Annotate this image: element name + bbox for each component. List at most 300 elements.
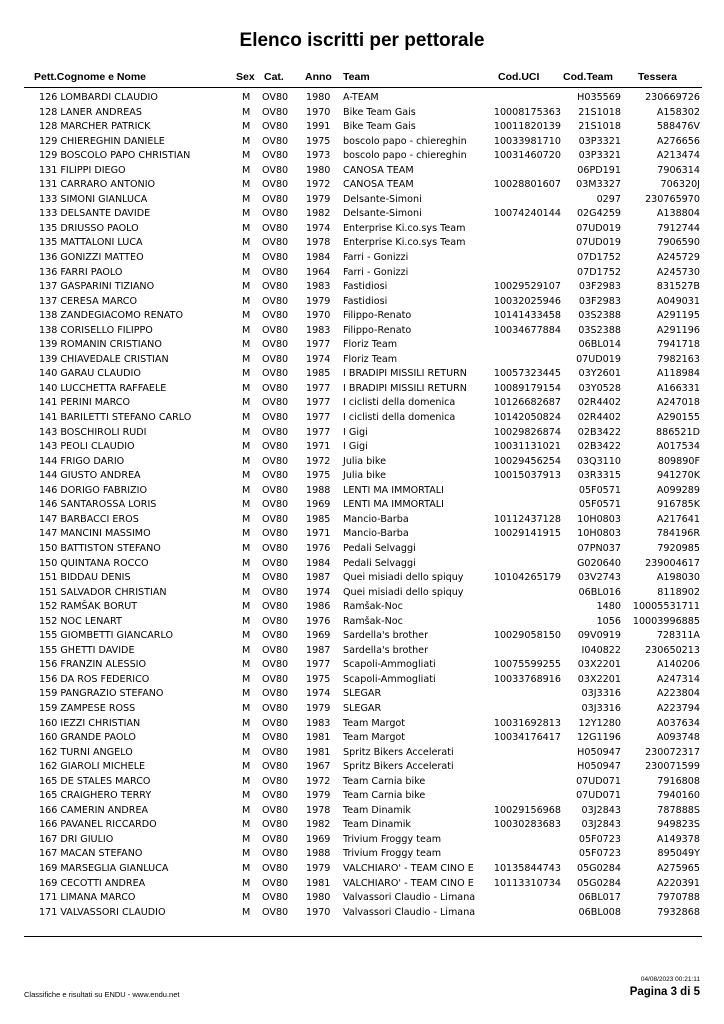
footer-timestamp: 04/08/2023 00:21:11 [640,976,700,983]
cell-cod-team: I040822 [581,644,621,656]
cell-sex: M [242,528,251,540]
cell-cod-team: 03M3327 [576,179,621,191]
cell-tessera: A099289 [656,484,700,496]
cell-cat: OV80 [262,790,289,802]
cell-cat: OV80 [262,615,289,627]
cell-tessera: A247018 [656,397,700,409]
table-row [0,644,724,659]
cell-tessera: 7906314 [657,164,700,176]
cell-sex: M [242,179,251,191]
table-row [0,775,724,790]
cell-pett-name: 146 DORIGO FABRIZIO [39,484,148,496]
cell-cod-team: 03Y0528 [578,382,621,394]
cell-cat: OV80 [262,877,289,889]
table-row [0,760,724,775]
cell-cod-team: 07PN037 [577,542,621,554]
cell-cod-team: 03J3316 [581,702,621,714]
cell-cat: OV80 [262,135,289,147]
cell-pett-name: 155 GHETTI DAVIDE [39,644,135,656]
header-sex: Sex [236,71,255,83]
footer-page-number: Pagina 3 di 5 [629,986,700,998]
cell-anno: 1972 [306,455,331,467]
cell-team: Sardella's brother [343,644,429,656]
cell-cod-uci: 10075599255 [493,659,561,671]
cell-pett-name: 155 GIOMBETTI GIANCARLO [39,630,174,642]
table-row [0,222,724,237]
cell-team: Mancio-Barba [343,528,409,540]
cell-tessera: 7941718 [657,339,700,351]
cell-cod-team: 10H0803 [577,513,621,525]
cell-cat: OV80 [262,775,289,787]
cell-tessera: 7970788 [657,892,700,904]
cell-pett-name: 140 LUCCHETTA RAFFAELE [39,382,167,394]
cell-anno: 1973 [306,150,331,162]
cell-cod-uci: 10029141915 [493,528,561,540]
cell-pett-name: 167 MACAN STEFANO [39,848,143,860]
cell-cat: OV80 [262,368,289,380]
cell-cod-team: 10H0803 [577,528,621,540]
cell-team: Valvassori Claudio - Limana [343,892,476,904]
footer-source: Classifiche e risultati su ENDU - www.endu.net [24,990,180,999]
cell-pett-name: 131 FILIPPI DIEGO [39,164,126,176]
cell-cod-team: 06BL014 [578,339,621,351]
table-row [0,600,724,615]
header-cod-uci: Cod.UCI [498,71,540,83]
cell-pett-name: 135 MATTALONI LUCA [39,237,143,249]
cell-pett-name: 128 LANER ANDREAS [39,106,142,118]
cell-team: Enterprise Ki.co.sys Team [343,222,466,234]
cell-anno: 1980 [306,92,331,103]
cell-anno: 1983 [306,281,331,293]
cell-cod-team: 02R4402 [577,397,621,409]
cell-tessera: A291196 [656,324,700,336]
cell-tessera: 10003996885 [632,615,700,627]
cell-sex: M [242,557,251,569]
cell-team: Ramšak-Noc [343,615,403,627]
cell-sex: M [242,208,251,220]
table-row [0,91,724,106]
cell-cat: OV80 [262,324,289,336]
cell-tessera: 784196R [656,528,700,540]
cell-tessera: 886521D [655,426,700,438]
cell-cod-team: 21S1018 [578,121,621,133]
cell-team: Farri - Gonizzi [343,252,409,264]
cell-cod-uci: 10015037913 [493,470,561,482]
cell-cod-uci: 10141433458 [493,310,561,322]
table-row [0,877,724,892]
table-row [0,717,724,732]
cell-anno: 1991 [306,121,331,133]
cell-sex: M [242,732,251,744]
cell-anno: 1970 [306,906,331,918]
cell-cat: OV80 [262,761,289,773]
table-row [0,236,724,251]
cell-anno: 1980 [306,892,331,904]
cell-anno: 1975 [306,673,331,685]
cell-anno: 1976 [306,615,331,627]
cell-pett-name: 126 LOMBARDI CLAUDIO [39,92,158,103]
cell-sex: M [242,688,251,700]
cell-cat: OV80 [262,688,289,700]
cell-tessera: 7906590 [657,237,700,249]
table-row [0,426,724,441]
table-row [0,615,724,630]
cell-cat: OV80 [262,193,289,205]
cell-cod-team: H050947 [577,761,621,773]
table-row [0,527,724,542]
cell-anno: 1977 [306,426,331,438]
cell-cod-uci: 10011820139 [493,121,561,133]
cell-team: Quei misiadi dello spiquy [343,572,464,584]
cell-sex: M [242,150,251,162]
cell-pett-name: 171 LIMANA MARCO [39,892,136,904]
cell-cod-team: 06BL017 [578,892,621,904]
cell-tessera: 230071599 [645,761,700,773]
cell-cat: OV80 [262,281,289,293]
cell-anno: 1970 [306,310,331,322]
cell-pett-name: 166 CAMERIN ANDREA [39,804,149,816]
cell-cod-team: 07D1752 [576,252,621,264]
cell-cat: OV80 [262,150,289,162]
cell-cod-team: 02B3422 [577,426,621,438]
cell-cod-team: 05F0723 [578,848,621,860]
cell-anno: 1977 [306,659,331,671]
cell-tessera: A245729 [656,252,700,264]
header-cat: Cat. [264,71,284,83]
table-row [0,571,724,586]
table-row [0,251,724,266]
cell-cod-team: 21S1018 [578,106,621,118]
cell-sex: M [242,164,251,176]
cell-sex: M [242,906,251,918]
cell-tessera: A290155 [656,412,700,424]
cell-team: Scapoli-Ammogliati [343,659,436,671]
cell-team: CANOSA TEAM [343,179,414,191]
cell-pett-name: 162 TURNI ANGELO [39,746,133,758]
cell-team: Bike Team Gais [343,106,416,118]
cell-anno: 1978 [306,237,331,249]
cell-anno: 1977 [306,412,331,424]
cell-cat: OV80 [262,601,289,613]
cell-team: Pedali Selvaggi [343,557,416,569]
cell-pett-name: 169 MARSEGLIA GIANLUCA [39,862,169,874]
cell-tessera: 230765970 [645,193,700,205]
cell-cod-uci: 10113310734 [493,877,561,889]
cell-team: Filippo-Renato [343,324,412,336]
cell-tessera: A158302 [656,106,700,118]
cell-cod-team: 05G0284 [576,877,621,889]
cell-cod-team: 02G4259 [576,208,621,220]
cell-team: Fastidiosi [343,281,388,293]
cell-sex: M [242,281,251,293]
cell-anno: 1971 [306,441,331,453]
cell-cod-team: 07UD019 [576,237,621,249]
cell-tessera: A220391 [656,877,700,889]
table-row [0,266,724,281]
cell-team: I BRADIPI MISSILI RETURN [343,382,467,394]
cell-team: I Gigi [343,441,368,453]
cell-team: Team Carnia bike [343,775,426,787]
cell-pett-name: 147 MANCINI MASSIMO [39,528,151,540]
cell-pett-name: 159 ZAMPESE ROSS [39,702,136,714]
table-row [0,135,724,150]
cell-sex: M [242,862,251,874]
cell-cod-uci: 10034176417 [493,732,561,744]
cell-tessera: 10005531711 [632,601,700,613]
cell-sex: M [242,877,251,889]
cell-anno: 1983 [306,717,331,729]
cell-cod-uci: 10029456254 [493,455,561,467]
cell-pett-name: 151 SALVADOR CHRISTIAN [39,586,167,598]
cell-cat: OV80 [262,833,289,845]
cell-anno: 1971 [306,528,331,540]
cell-cat: OV80 [262,310,289,322]
cell-cat: OV80 [262,528,289,540]
cell-pett-name: 167 DRI GIULIO [39,833,114,845]
cell-sex: M [242,470,251,482]
cell-team: Enterprise Ki.co.sys Team [343,237,466,249]
cell-sex: M [242,193,251,205]
table-row [0,382,724,397]
cell-pett-name: 141 PERINI MARCO [39,397,131,409]
cell-tessera: 7982163 [657,353,700,365]
table-row [0,731,724,746]
cell-cod-team: 05F0571 [578,499,621,511]
table-row [0,280,724,295]
table-row [0,746,724,761]
cell-cat: OV80 [262,397,289,409]
cell-cod-uci: 10008175363 [493,106,561,118]
cell-sex: M [242,761,251,773]
cell-pett-name: 147 BARBACCI EROS [39,513,139,525]
cell-pett-name: 139 CHIAVEDALE CRISTIAN [39,353,169,365]
cell-sex: M [242,455,251,467]
cell-tessera: A245730 [656,266,700,278]
cell-cat: OV80 [262,557,289,569]
cell-anno: 1982 [306,819,331,831]
cell-anno: 1975 [306,470,331,482]
cell-cat: OV80 [262,106,289,118]
cell-tessera: 809890F [657,455,700,467]
cell-cat: OV80 [262,455,289,467]
table-row [0,367,724,382]
cell-anno: 1983 [306,324,331,336]
cell-cod-uci: 10104265179 [493,572,561,584]
cell-pett-name: 151 BIDDAU DENIS [39,572,131,584]
cell-tessera: 916785K [657,499,700,511]
cell-team: Team Margot [343,717,406,729]
table-row [0,106,724,121]
cell-cod-team: 03Q3110 [576,455,621,467]
cell-cod-uci: 10126682687 [493,397,561,409]
cell-pett-name: 140 GARAU CLAUDIO [39,368,141,380]
cell-cat: OV80 [262,266,289,278]
table-row [0,149,724,164]
cell-sex: M [242,833,251,845]
cell-cod-team: 09V0919 [577,630,621,642]
cell-team: Scapoli-Ammogliati [343,673,436,685]
cell-cod-team: 07D1752 [576,266,621,278]
table-row [0,658,724,673]
table-row [0,862,724,877]
cell-tessera: A223804 [656,688,700,700]
cell-sex: M [242,412,251,424]
cell-cod-uci: 10033981710 [493,135,561,147]
cell-pett-name: 144 FRIGO DARIO [39,455,125,467]
cell-sex: M [242,499,251,511]
cell-tessera: A017534 [656,441,700,453]
cell-pett-name: 160 GRANDE PAOLO [39,732,136,744]
cell-sex: M [242,513,251,525]
table-row [0,324,724,339]
cell-team: Trivium Froggy team [343,833,442,845]
cell-sex: M [242,397,251,409]
cell-tessera: A213474 [656,150,700,162]
cell-anno: 1981 [306,732,331,744]
cell-cod-team: 07UD071 [576,775,621,787]
cell-cat: OV80 [262,353,289,365]
cell-team: Bike Team Gais [343,121,416,133]
cell-cod-team: 07UD019 [576,353,621,365]
cell-cat: OV80 [262,222,289,234]
cell-tessera: A049031 [656,295,700,307]
table-row [0,542,724,557]
cell-anno: 1979 [306,862,331,874]
cell-anno: 1984 [306,252,331,264]
cell-tessera: 7912744 [657,222,700,234]
cell-pett-name: 133 SIMONI GIANLUCA [39,193,148,205]
table-bottom-divider [24,936,702,937]
cell-sex: M [242,237,251,249]
cell-pett-name: 129 BOSCOLO PAPO CHRISTIAN [39,150,191,162]
cell-pett-name: 152 RAMŠAK BORUT [39,601,138,613]
cell-anno: 1977 [306,382,331,394]
cell-cod-team: 03X2201 [577,659,621,671]
cell-team: I Gigi [343,426,368,438]
cell-pett-name: 129 CHIEREGHIN DANIELE [39,135,165,147]
cell-pett-name: 137 GASPARINI TIZIANO [39,281,155,293]
cell-sex: M [242,121,251,133]
cell-pett-name: 143 PEOLI CLAUDIO [39,441,135,453]
table-row [0,164,724,179]
cell-anno: 1975 [306,135,331,147]
cell-tessera: A037634 [656,717,700,729]
cell-pett-name: 135 DRIUSSO PAOLO [39,222,139,234]
cell-anno: 1979 [306,790,331,802]
cell-cod-uci: 10032025946 [493,295,561,307]
cell-team: Ramšak-Noc [343,601,403,613]
cell-anno: 1981 [306,746,331,758]
cell-cod-team: 0297 [596,193,621,205]
cell-sex: M [242,615,251,627]
cell-pett-name: 146 SANTAROSSA LORIS [39,499,157,511]
cell-cod-uci: 10029826874 [493,426,561,438]
cell-cod-team: 03J2843 [581,819,621,831]
cell-cod-team: 03J3316 [581,688,621,700]
cell-team: Team Dinamik [343,819,411,831]
cell-anno: 1972 [306,775,331,787]
cell-tessera: 230669726 [645,92,700,103]
cell-cat: OV80 [262,470,289,482]
cell-anno: 1974 [306,586,331,598]
header-cod-team: Cod.Team [563,71,613,83]
table-row [0,411,724,426]
cell-team: Farri - Gonizzi [343,266,409,278]
table-row [0,847,724,862]
header-anno: Anno [305,71,332,83]
cell-tessera: A276656 [656,135,700,147]
cell-sex: M [242,892,251,904]
header-pett-name: Pett.Cognome e Nome [34,71,147,83]
cell-team: VALCHIARO' - TEAM CINO E [343,862,474,874]
cell-cod-uci: 10112437128 [493,513,561,525]
cell-anno: 1988 [306,848,331,860]
cell-sex: M [242,295,251,307]
cell-cat: OV80 [262,252,289,264]
cell-tessera: 941270K [657,470,700,482]
table-row [0,818,724,833]
cell-sex: M [242,353,251,365]
cell-sex: M [242,106,251,118]
cell-tessera: A093748 [656,732,700,744]
cell-team: Floriz Team [343,353,398,365]
cell-sex: M [242,310,251,322]
table-row [0,338,724,353]
cell-cod-team: H035569 [577,92,621,103]
cell-cat: OV80 [262,906,289,918]
cell-cat: OV80 [262,92,289,103]
cell-cod-uci: 10031131021 [493,441,561,453]
cell-team: Julia bike [343,455,387,467]
table-row [0,673,724,688]
cell-cat: OV80 [262,848,289,860]
cell-cod-team: 1056 [596,615,621,627]
cell-anno: 1974 [306,688,331,700]
table-row [0,833,724,848]
cell-anno: 1976 [306,542,331,554]
cell-cat: OV80 [262,164,289,176]
table-row [0,455,724,470]
cell-tessera: A118984 [656,368,700,380]
cell-cod-team: 03P3321 [578,135,621,147]
cell-cod-team: 05F0723 [578,833,621,845]
cell-pett-name: 138 ZANDEGIACOMO RENATO [39,310,184,322]
cell-anno: 1977 [306,397,331,409]
cell-cod-team: 03S2388 [578,324,621,336]
cell-pett-name: 166 PAVANEL RICCARDO [39,819,157,831]
cell-anno: 1987 [306,644,331,656]
cell-sex: M [242,324,251,336]
cell-cat: OV80 [262,702,289,714]
cell-cod-team: 03S2388 [578,310,621,322]
table-row [0,702,724,717]
cell-team: I BRADIPI MISSILI RETURN [343,368,467,380]
cell-cod-uci: 10028801607 [493,179,561,191]
cell-cat: OV80 [262,121,289,133]
cell-sex: M [242,426,251,438]
table-row [0,207,724,222]
table-row [0,353,724,368]
cell-tessera: 588476V [656,121,700,133]
cell-cod-team: 03Y2601 [578,368,621,380]
cell-pett-name: 165 CRAIGHERO TERRY [39,790,152,802]
cell-team: Julia bike [343,470,387,482]
cell-tessera: A247314 [656,673,700,685]
cell-cat: OV80 [262,426,289,438]
cell-cat: OV80 [262,819,289,831]
cell-cod-team: G020640 [576,557,621,569]
cell-anno: 1980 [306,164,331,176]
